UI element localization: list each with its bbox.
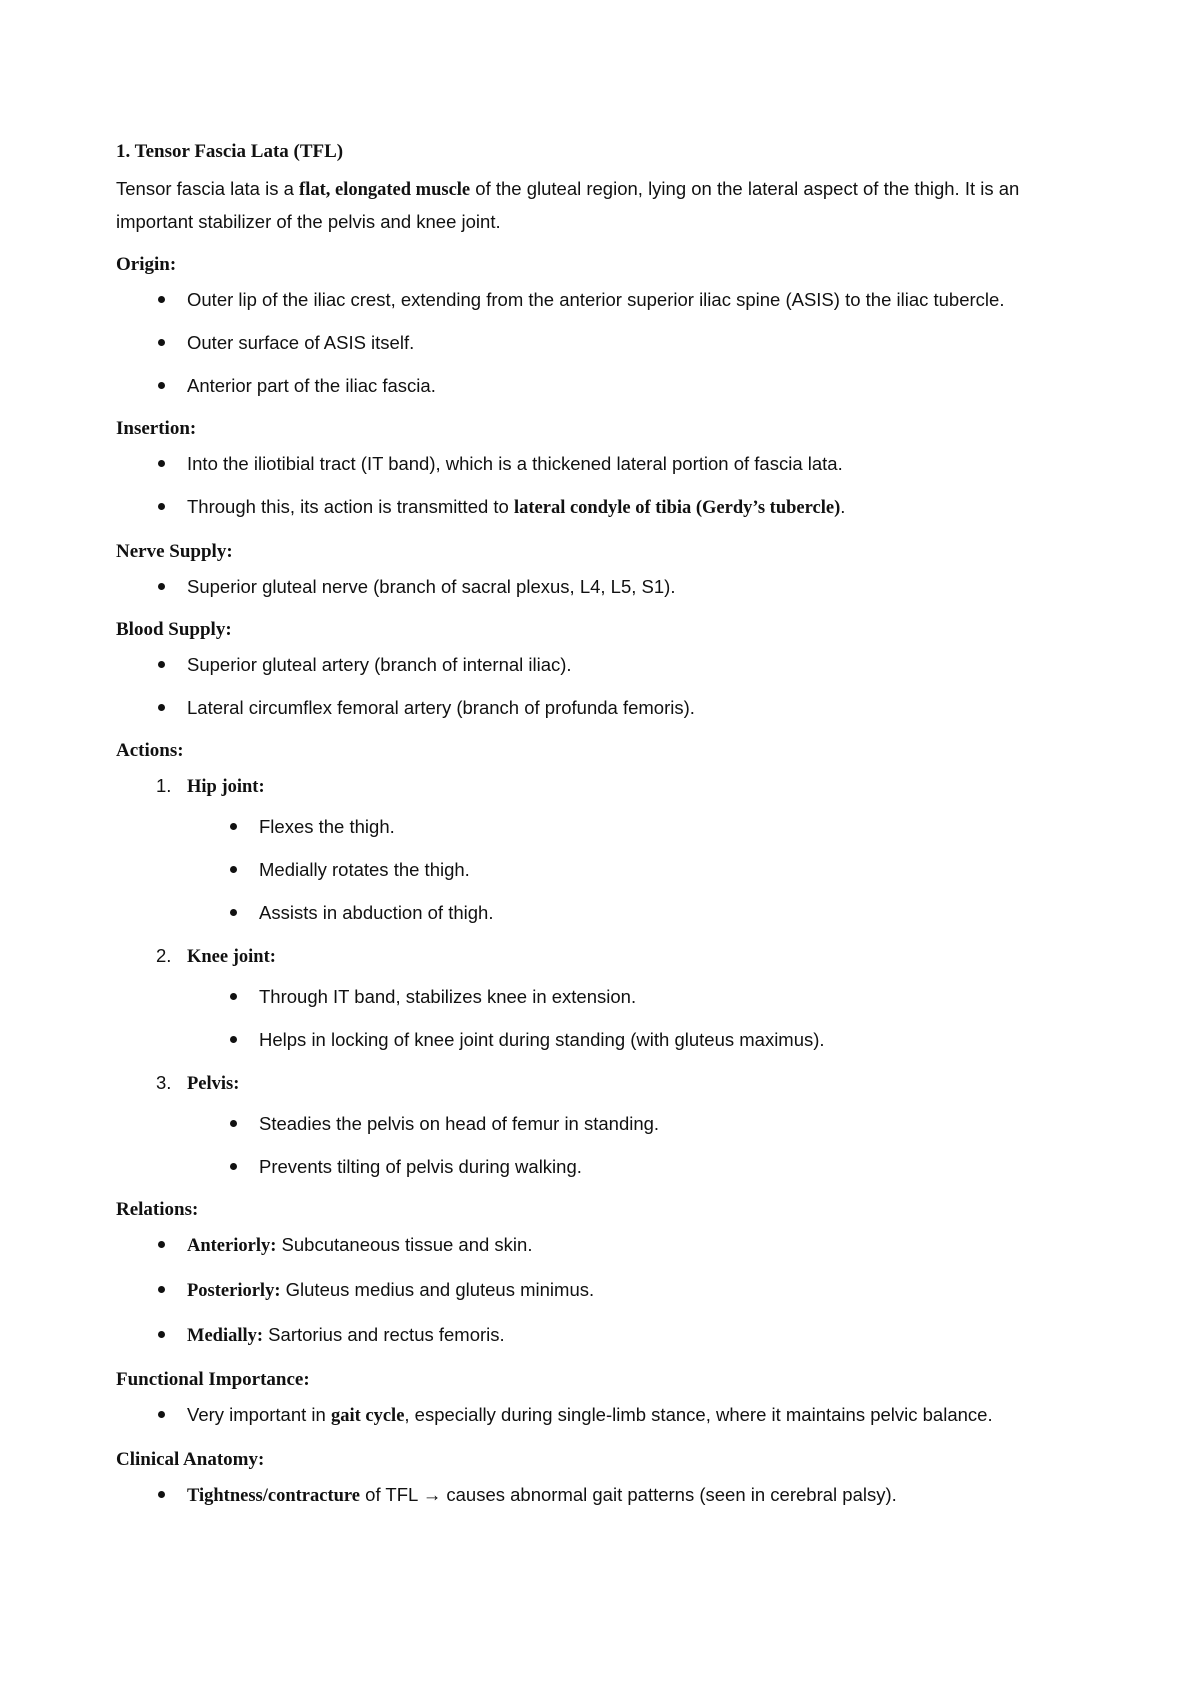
actions-heading: Actions:	[116, 740, 184, 761]
intro-text: Tensor fascia lata is a	[116, 178, 300, 199]
list-item-bold: Anteriorly:	[187, 1236, 277, 1256]
list-number: 1.	[156, 775, 172, 796]
origin-list	[116, 284, 1096, 401]
clinical-anatomy-list	[116, 1479, 1096, 1512]
blood-supply-list	[116, 649, 1096, 723]
list-item-bold: Tightness/contracture	[187, 1486, 361, 1506]
list-item-text: Gluteus medius and gluteus minimus.	[280, 1279, 595, 1300]
list-item	[187, 1274, 1096, 1307]
functional-importance-list	[116, 1399, 1096, 1432]
list-item: Through IT band, stabilizes knee in extension.	[259, 981, 1096, 1012]
insertion-list	[116, 448, 1096, 524]
list-item-bold: lateral condyle of tibia (Gerdy’s tubercle)	[513, 498, 841, 518]
list-item: Flexes the thigh.	[259, 811, 1096, 842]
actions-numbered-item	[116, 770, 1096, 803]
list-item: Anterior part of the iliac fascia.	[187, 370, 1096, 401]
list-item: Superior gluteal nerve (branch of sacral plexus, L4, L5, S1).	[187, 571, 1096, 602]
actions-numbered-item	[116, 940, 1096, 973]
actions-subheading: Hip joint:	[187, 777, 265, 797]
list-item-text: , especially during single-limb stance, where it maintains pelvic balance.	[404, 1404, 993, 1425]
list-item-bold: Posteriorly:	[187, 1281, 281, 1301]
intro-paragraph	[116, 173, 1096, 237]
functional-importance-heading: Functional Importance:	[116, 1369, 310, 1390]
list-item-text: of TFL → causes abnormal gait patterns (seen in cerebral palsy).	[360, 1484, 897, 1505]
insertion-heading: Insertion:	[116, 418, 197, 439]
list-item: Helps in locking of knee joint during standing (with gluteus maximus).	[259, 1024, 1096, 1055]
list-item	[187, 1479, 1096, 1512]
pelvis-list	[116, 1108, 1096, 1182]
knee-joint-list	[116, 981, 1096, 1055]
actions-numbered-item	[116, 1067, 1096, 1100]
blood-supply-heading: Blood Supply:	[116, 619, 232, 640]
list-item: Assists in abduction of thigh.	[259, 897, 1096, 928]
intro-text: of the gluteal region, lying on the lateral aspect of the thigh. It is an important stabilizer of the pelvis and knee joint.	[116, 178, 1020, 232]
list-item-bold: Medially:	[187, 1326, 264, 1346]
list-item-text: Sartorius and rectus femoris.	[263, 1324, 505, 1345]
list-number: 2.	[156, 945, 172, 966]
hip-joint-list	[116, 811, 1096, 928]
document-page	[116, 136, 1096, 1524]
list-item-text: Very important in	[187, 1404, 331, 1425]
list-item-text: Subcutaneous tissue and skin.	[276, 1234, 533, 1255]
list-item: Steadies the pelvis on head of femur in standing.	[259, 1108, 1096, 1139]
nerve-supply-heading: Nerve Supply:	[116, 541, 233, 562]
page-title: 1. Tensor Fascia Lata (TFL)	[116, 141, 344, 162]
list-item: Outer surface of ASIS itself.	[187, 327, 1096, 358]
list-item: Lateral circumflex femoral artery (branch of profunda femoris).	[187, 692, 1096, 723]
list-item: Superior gluteal artery (branch of internal iliac).	[187, 649, 1096, 680]
list-item	[187, 1319, 1096, 1352]
list-item: Prevents tilting of pelvis during walking.	[259, 1151, 1096, 1182]
relations-heading: Relations:	[116, 1199, 199, 1220]
actions-subheading: Knee joint:	[187, 947, 276, 967]
nerve-supply-list	[116, 571, 1096, 602]
list-number: 3.	[156, 1072, 172, 1093]
actions-subheading: Pelvis:	[187, 1074, 240, 1094]
list-item-text: .	[840, 496, 846, 517]
list-item-bold: gait cycle	[330, 1406, 405, 1426]
list-item	[187, 491, 1096, 524]
list-item: Medially rotates the thigh.	[259, 854, 1096, 885]
list-item: Outer lip of the iliac crest, extending from the anterior superior iliac spine (ASIS) to the iliac tubercle.	[187, 284, 1096, 315]
list-item	[187, 1229, 1096, 1262]
intro-bold: flat, elongated muscle	[299, 180, 471, 200]
list-item: Into the iliotibial tract (IT band), which is a thickened lateral portion of fascia lata.	[187, 448, 1096, 479]
origin-heading: Origin:	[116, 254, 177, 275]
relations-list	[116, 1229, 1096, 1352]
list-item-text: Through this, its action is transmitted to	[187, 496, 514, 517]
clinical-anatomy-heading: Clinical Anatomy:	[116, 1449, 265, 1470]
list-item	[187, 1399, 1096, 1432]
